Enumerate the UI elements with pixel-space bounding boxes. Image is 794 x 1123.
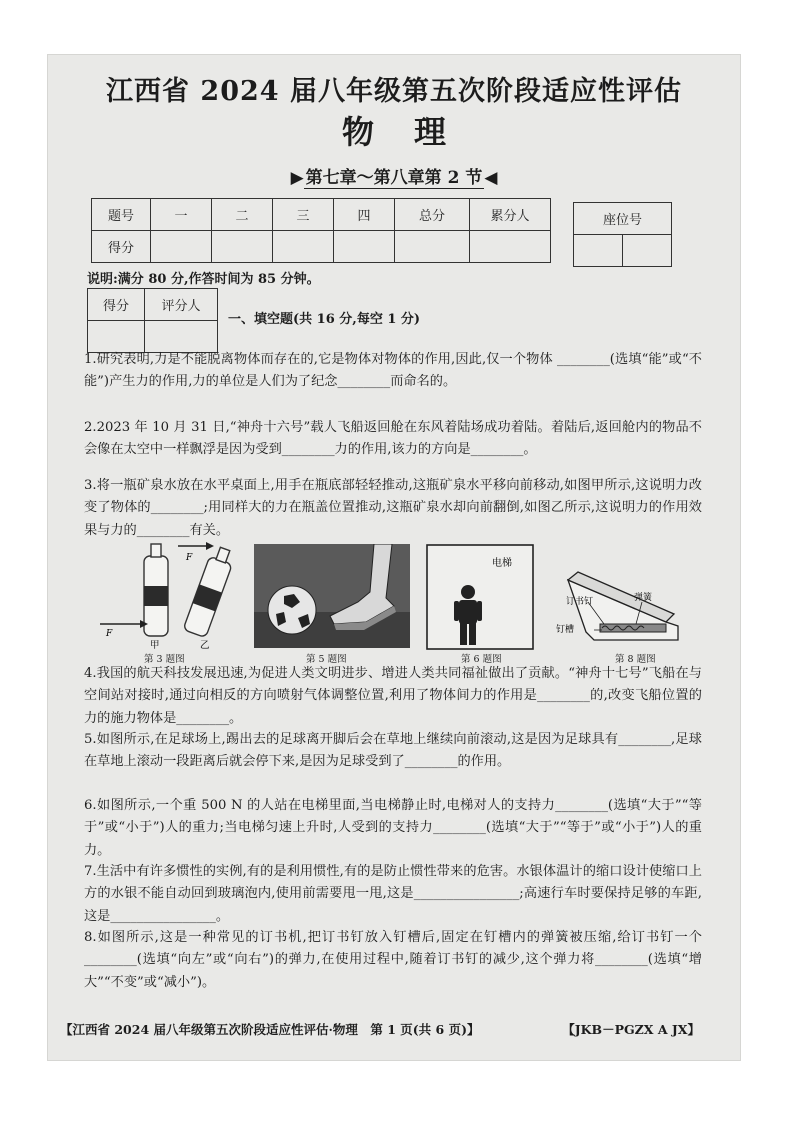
score-cell: 二 (212, 199, 273, 231)
score-cell (470, 231, 551, 263)
figure-8-caption: 第 8 题图 (615, 654, 656, 665)
exam-page (48, 55, 740, 1060)
grader-score-label: 得分 (88, 289, 145, 321)
figure-5-soccer-photo (254, 544, 410, 648)
question-8: 8.如图所示,这是一种常见的订书机,把订书钉放入钉槽后,固定在钉槽内的弹簧被压缩,给订书钉一个________(选填“向左”或“向右”)的弹力,在使用过程中,随着订书钉的减少,这个弹力将________(选填“增大”“不变”或“减小”)。 (84, 930, 702, 990)
seat-label: 座位号 (574, 203, 672, 235)
exam-title: 江西省 2024 届八年级第五次阶段适应性评估 (106, 76, 682, 107)
elevator-label: 电梯 (492, 558, 512, 569)
question-7: 7.生活中有许多惯性的实例,有的是利用惯性,有的是防止惯性带来的危害。水银体温计的缩口设计使缩口上方的水银不能自动回到玻璃泡内,使用前需要甩一甩,这是________________;高速行车时要保持足够的车距,这是________________。 (84, 864, 702, 924)
score-cell (273, 231, 334, 263)
score-cell: 题号 (92, 199, 151, 231)
grader-cell (88, 321, 145, 353)
left-triangle-icon: ◀ (484, 168, 498, 188)
score-cell: 三 (273, 199, 334, 231)
question-2: 2.2023 年 10 月 31 日,“神舟十六号”载人飞船返回舱在东风着陆场成功着陆。着陆后,返回舱内的物品不会像在太空中一样飘浮是因为受到________力的作用,该力的方向是________。 (84, 420, 702, 458)
score-cell: 得分 (92, 231, 151, 263)
footer-code: 【JKB－PGZX A JX】 (562, 1022, 700, 1037)
section-heading: 一、填空题(共 16 分,每空 1 分) (228, 312, 421, 327)
question-4: 4.我国的航天科技发展迅速,为促进人类文明进步、增进人类共同福祉做出了贡献。“神舟十七号”飞船在与空间站对接时,通过向相反的方向喷射气体调整位置,利用了物体间力的作用是________的,改变飞船位置的力的施力物体是________。 (84, 666, 702, 726)
label-staple: 订书钉 (566, 597, 594, 607)
label-yi: 乙 (200, 640, 210, 650)
question-5: 5.如图所示,在足球场上,踢出去的足球离开脚后会在草地上继续向前滚动,这是因为足球具有________,足球在草地上滚动一段距离后就会停下来,是因为足球受到了________的作用。 (84, 732, 702, 770)
chapter-range: ▶ 第七章～第八章第 2 节 ◀ (290, 168, 498, 188)
score-cell: 累分人 (470, 199, 551, 231)
grader-reviewer-label: 评分人 (145, 289, 218, 321)
label-jia: 甲 (150, 640, 160, 650)
figure-6-elevator (426, 544, 534, 650)
figure-5-caption: 第 5 题图 (306, 654, 347, 665)
score-table-header-row (92, 199, 551, 231)
subject-title: 物理 (341, 113, 486, 151)
seat-number-table (573, 202, 672, 267)
score-table (91, 198, 551, 263)
score-cell: 总分 (395, 199, 470, 231)
exam-note: 说明:满分 80 分,作答时间为 85 分钟。 (87, 272, 320, 287)
score-cell (212, 231, 273, 263)
question-6: 6.如图所示,一个重 500 N 的人站在电梯里面,当电梯静止时,电梯对人的支持力________(选填“大于”“等于”或“小于”)人的重力;当电梯匀速上升时,人受到的支持力________(选填“大于”“等于”或“小于”)人的重力。 (84, 798, 702, 858)
label-spring: 弹簧 (634, 593, 653, 603)
force-label: F (186, 553, 193, 563)
score-cell (151, 231, 212, 263)
seat-cell (623, 235, 672, 267)
figure-3-caption: 第 3 题图 (144, 654, 185, 665)
grader-table (87, 288, 218, 353)
score-cell: 一 (151, 199, 212, 231)
score-cell: 四 (334, 199, 395, 231)
score-cell (334, 231, 395, 263)
figure-8-stapler (546, 562, 696, 652)
figure-6-caption: 第 6 题图 (461, 654, 502, 665)
force-label: F (106, 629, 113, 639)
footer-left: 【江西省 2024 届八年级第五次阶段适应性评估·物理 第 1 页(共 6 页)】 (60, 1022, 480, 1037)
score-table-score-row (92, 231, 551, 263)
label-groove: 钉槽 (556, 625, 575, 635)
right-triangle-icon: ▶ (290, 168, 304, 188)
grader-cell (145, 321, 218, 353)
question-1: 1.研究表明,力是不能脱离物体而存在的,它是物体对物体的作用,因此,仅一个物体 ________(选填“能”或“不能”)产生力的作用,力的单位是人们为了纪念________而命名的。 (84, 352, 702, 390)
score-cell (395, 231, 470, 263)
figure-3-bottles (96, 538, 236, 650)
seat-cell (574, 235, 623, 267)
question-3: 3.将一瓶矿泉水放在水平桌面上,用手在瓶底部轻轻推动,这瓶矿泉水平移向前移动,如图甲所示,这说明力改变了物体的________;用同样大的力在瓶盖位置推动,这瓶矿泉水却向前翻倒,如图乙所示,这说明力的作用效果与力的________有关。 (84, 478, 702, 538)
